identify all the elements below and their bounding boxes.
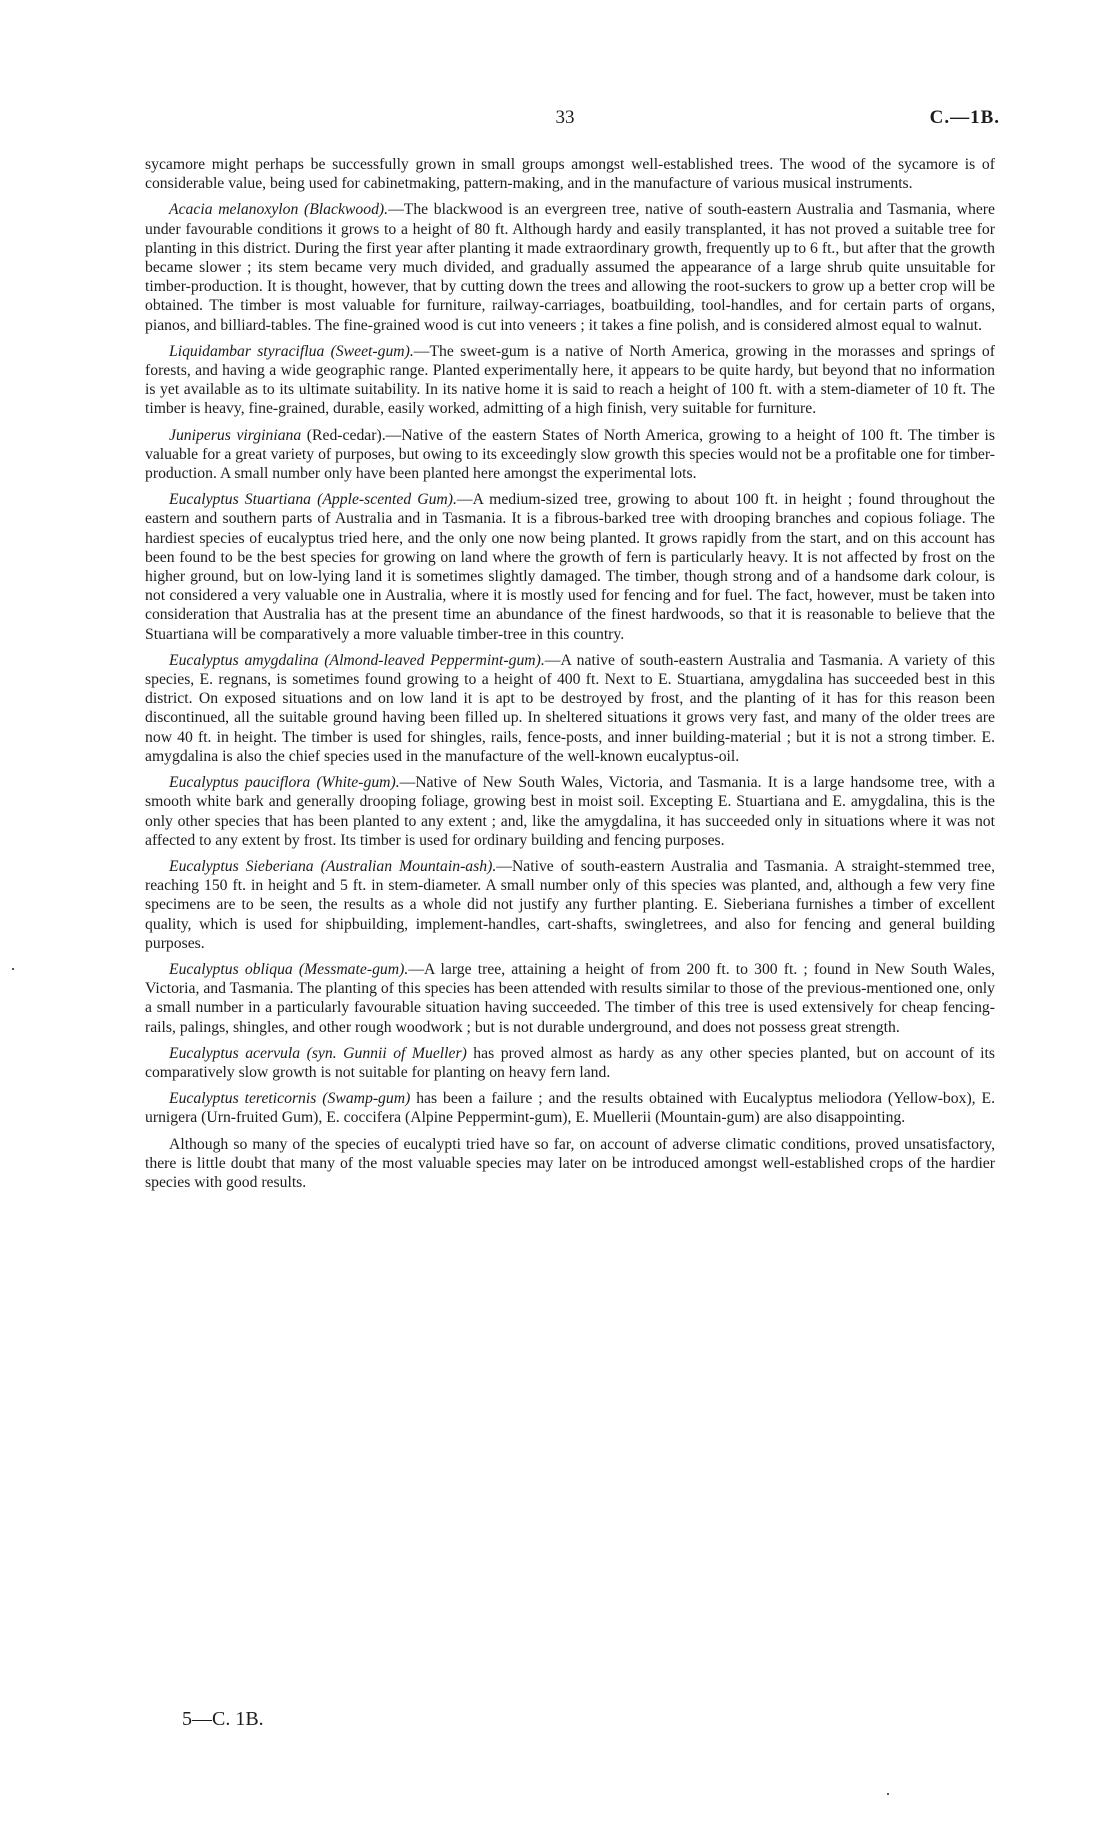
- paragraph-sycamore: [145, 155, 995, 193]
- paragraph-text: has been a failure ; and the results obtained with Eucalyptus meliodora (Yellow-box), E. urnigera (Urn-fruited Gum), E. coccifera (Alpine Peppermint-gum), E. Muellerii (Mountain-gum) are also disappointing.: [145, 1090, 996, 1127]
- paragraph-pauciflora: [145, 773, 995, 850]
- species-name: Eucalyptus obliqua: [169, 960, 293, 978]
- paragraph-text: —The sweet-gum is a native of North America, growing in the morasses and springs of forests, and having a wide geographic range. Planted experimentally here, it appears to be quite hardy, but beyond that no information is yet available as to its ultimate suitability. In its native home it is said to reach a height of 100 ft. with a stem-diameter of 10 ft. The timber is heavy, fine-grained, durable, easily worked, admitting of a high finish, very suitable for furniture.: [145, 342, 996, 418]
- species-name: Eucalyptus amygdalina: [169, 651, 319, 669]
- paragraph-tereticornis: [145, 1089, 995, 1127]
- document-reference: C.—1B.: [929, 107, 1000, 128]
- common-name: (Messmate-gum).: [298, 960, 409, 978]
- paragraph-acacia: [145, 200, 995, 334]
- paragraph-text: Although so many of the species of eucalypti tried have so far, on account of adverse climatic conditions, proved unsatisfactory, there is little doubt that many of the most valuable species may later on be introduced amongst well-established crops of the hardier species with good results.: [145, 1135, 995, 1191]
- common-name: (Sweet-gum).: [330, 342, 414, 360]
- paragraph-juniperus: [145, 426, 995, 484]
- body-text: [145, 155, 995, 1199]
- paragraph-amygdalina: [145, 651, 995, 766]
- species-name: Eucalyptus acervula: [169, 1044, 301, 1062]
- paragraph-conclusion: [145, 1135, 995, 1193]
- paragraph-text: —Native of south-eastern Australia and Tasmania. A straight-stemmed tree, reaching 150 ft. in height and 5 ft. in stem-diameter. A small number only of this species was planted, and, although a few very fine specimens are to be seen, the results as a whole did not justify any further planting. E. Sieberiana furnishes a timber of excellent quality, which is used for shipbuilding, implement-handles, cart-shafts, swingletrees, and also for fencing and general building purposes.: [145, 857, 996, 952]
- scan-speck: [887, 1793, 889, 1795]
- paragraph-text: sycamore might perhaps be successfully grown in small groups amongst well-established trees. The wood of the sycamore is of considerable value, being used for cabinetmaking, pattern-making, and in the manufacture of various musical instruments.: [145, 156, 995, 193]
- common-name: (Blackwood).: [303, 201, 389, 219]
- species-name: Eucalyptus pauciflora: [169, 774, 311, 792]
- common-name: (White-gum).: [316, 774, 400, 792]
- species-name: Acacia melanoxylon: [169, 201, 299, 219]
- paragraph-stuartiana: [145, 490, 995, 644]
- common-name: (syn. Gunnii of Mueller): [306, 1044, 467, 1062]
- common-name: (Swamp-gum): [322, 1090, 411, 1108]
- paragraph-text: —A native of south-eastern Australia and Tasmania. A variety of this species, E. regnans, is sometimes found growing to a height of 400 ft. Next to E. Stuartiana, amygdalina has succeeded best in this district. On exposed situations and on low land it is apt to be destroyed by frost, and the planting of it has for this reason been discontinued, all the suitable ground having been filled up. In sheltered situations it grows very fast, and many of the older trees are now 40 ft. in height. The timber is used for shingles, rails, fence-posts, and inner building-material ; but it is not a strong timber. E. amygdalina is also the chief species used in the manufacture of the well-known eucalyptus-oil.: [145, 651, 996, 765]
- paragraph-text: —The blackwood is an evergreen tree, native of south-eastern Australia and Tasmania, where under favourable conditions it grows to a height of 80 ft. Although hardy and easily transplanted, it has not proved a suitable tree for planting in this district. During the first year after planting it made extraordinary growth, frequently up to 6 ft., but after that the growth became slower ; its stem became very much divided, and gradually assumed the appearance of a large shrub quite unsuitable for timber-production. It is thought, however, that by cutting down the trees and allowing the root-suckers to grow up a better crop will be obtained. The timber is most valuable for furniture, railway-carriages, boatbuilding, tool-handles, and for certain parts of organs, pianos, and billiard-tables. The fine-grained wood is cut into veneers ; it takes a fine polish, and is considered almost equal to walnut.: [145, 201, 995, 334]
- common-name: (Apple-scented Gum).: [317, 491, 457, 509]
- paragraph-text: —A large tree, attaining a height of from 200 ft. to 300 ft. ; found in New South Wales, Victoria, and Tasmania. The planting of this species has been attended with results similar to those of the previous-mentioned one, only a small number in a particularly favourable situation having succeeded. The timber of this tree is used extensively for cheap fencing-rails, palings, shingles, and other rough woodwork ; but is not durable underground, and does not possess great strength.: [145, 960, 995, 1036]
- page-number: 33: [555, 107, 575, 128]
- paragraph-text: (Red-cedar).—Native of the eastern States of North America, growing to a height of 100 ft. The timber is valuable for a great variety of purposes, but owing to its exceedingly slow growth this species would not be a profitable one for timber-production. A small number only have been planted here amongst the experimental lots.: [145, 426, 995, 483]
- paragraph-acervula: [145, 1044, 995, 1082]
- common-name: (Almond-leaved Peppermint-gum).: [324, 651, 545, 669]
- page-header: [130, 107, 1000, 137]
- species-name: Eucalyptus tereticornis: [169, 1090, 317, 1108]
- species-name: Liquidambar styraciflua: [169, 342, 325, 360]
- paragraph-liquidambar: [145, 342, 995, 419]
- paragraph-text: —Native of New South Wales, Victoria, and Tasmania. It is a large handsome tree, with a smooth white bark and generally drooping foliage, growing best in moist soil. Excepting E. Stuartiana and E. amygdalina, this is the only other species that has been planted to any extent ; and, like the amygdalina, it has succeeded only in situations where it was not affected to any extent by frost. Its timber is used for ordinary building and fencing purposes.: [145, 774, 995, 849]
- signature-mark: 5—C. 1B.: [182, 1708, 264, 1730]
- species-name: Eucalyptus Sieberiana: [169, 857, 314, 875]
- paragraph-sieberiana: [145, 857, 995, 953]
- common-name: (Australian Mountain-ash).: [320, 857, 497, 875]
- scan-speck: [12, 968, 14, 970]
- paragraph-text: —A medium-sized tree, growing to about 100 ft. in height ; found throughout the eastern and southern parts of Australia and in Tasmania. It is a fibrous-barked tree with drooping branches and copious foliage. The hardiest species of eucalyptus tried here, and the only one now being planted. It grows rapidly from the start, and on this account has been found to be the best species for growing on land where the growth of fern is particularly heavy. It is not affected by frost on the higher ground, but on low-lying land it is sometimes slightly damaged. The timber, though strong and of a handsome dark colour, is not considered a very valuable one in Australia, where it is mostly used for fencing and for fuel. The fact, however, must be taken into consideration that Australia has at the present time an abundance of the finest hardwoods, so that it is reasonable to believe that the Stuartiana will be comparatively a more valuable timber-tree in this country.: [145, 491, 996, 643]
- species-name: Juniperus virginiana: [169, 426, 302, 444]
- species-name: Eucalyptus Stuartiana: [169, 491, 312, 509]
- paragraph-text: has proved almost as hardy as any other species planted, but on account of its comparatively slow growth is not suitable for planting on heavy fern land.: [145, 1044, 996, 1081]
- paragraph-obliqua: [145, 960, 995, 1037]
